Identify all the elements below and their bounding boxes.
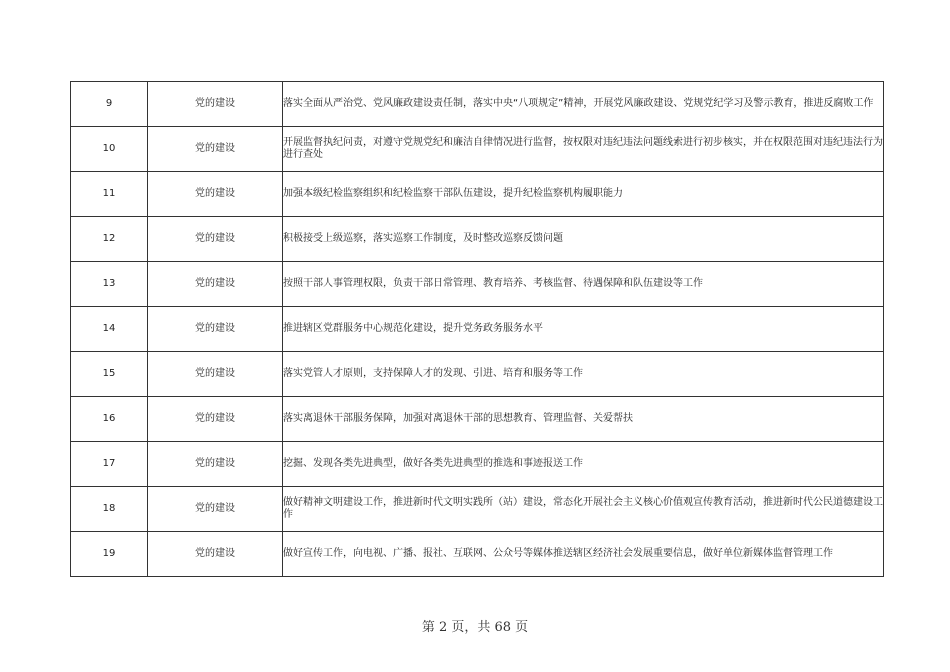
row-task: 落实离退休干部服务保障，加强对离退休干部的思想教育、管理监督、关爱帮扶 [283,397,884,442]
row-category: 党的建设 [148,262,283,307]
row-task: 按照干部人事管理权限，负责干部日常管理、教育培养、考核监督、待遇保障和队伍建设等工作 [283,262,884,307]
row-number: 15 [71,352,148,397]
table-row [71,532,884,577]
row-number: 18 [71,487,148,532]
row-number: 14 [71,307,148,352]
table-row [71,172,884,217]
table-row [71,442,884,487]
row-task: 落实全面从严治党、党风廉政建设责任制，落实中央“八项规定”精神，开展党风廉政建设、党规党纪学习及警示教育，推进反腐败工作 [283,82,884,127]
row-category: 党的建设 [148,307,283,352]
row-number: 17 [71,442,148,487]
row-number: 11 [71,172,148,217]
row-category: 党的建设 [148,532,283,577]
table-row [71,352,884,397]
table-row [71,262,884,307]
row-task: 积极接受上级巡察，落实巡察工作制度，及时整改巡察反馈问题 [283,217,884,262]
page-footer [0,616,950,635]
row-task: 做好精神文明建设工作，推进新时代文明实践所（站）建设，常态化开展社会主义核心价值观宣传教育活动，推进新时代公民道德建设工作 [283,487,884,532]
row-category: 党的建设 [148,352,283,397]
table-row [71,217,884,262]
row-number: 13 [71,262,148,307]
row-task: 开展监督执纪问责，对遵守党规党纪和廉洁自律情况进行监督，按权限对违纪违法问题线索进行初步核实，并在权限范围对违纪违法行为进行查处 [283,127,884,172]
row-number: 10 [71,127,148,172]
row-task: 推进辖区党群服务中心规范化建设，提升党务政务服务水平 [283,307,884,352]
table-row [71,487,884,532]
duty-table [70,81,884,577]
row-category: 党的建设 [148,442,283,487]
row-number: 16 [71,397,148,442]
table-row [71,307,884,352]
duty-table-body [71,82,884,577]
table-row [71,397,884,442]
row-task: 做好宣传工作，向电视、广播、报社、互联网、公众号等媒体推送辖区经济社会发展重要信息，做好单位新媒体监督管理工作 [283,532,884,577]
row-category: 党的建设 [148,487,283,532]
row-category: 党的建设 [148,82,283,127]
row-number: 9 [71,82,148,127]
row-category: 党的建设 [148,172,283,217]
row-number: 12 [71,217,148,262]
table-row [71,127,884,172]
page-number-label: 第 2 页，共 68 页 [421,620,529,635]
row-category: 党的建设 [148,217,283,262]
row-category: 党的建设 [148,397,283,442]
row-task: 落实党管人才原则，支持保障人才的发现、引进、培育和服务等工作 [283,352,884,397]
table-row [71,82,884,127]
row-task: 挖掘、发现各类先进典型，做好各类先进典型的推选和事迹报送工作 [283,442,884,487]
row-category: 党的建设 [148,127,283,172]
row-number: 19 [71,532,148,577]
row-task: 加强本级纪检监察组织和纪检监察干部队伍建设，提升纪检监察机构履职能力 [283,172,884,217]
